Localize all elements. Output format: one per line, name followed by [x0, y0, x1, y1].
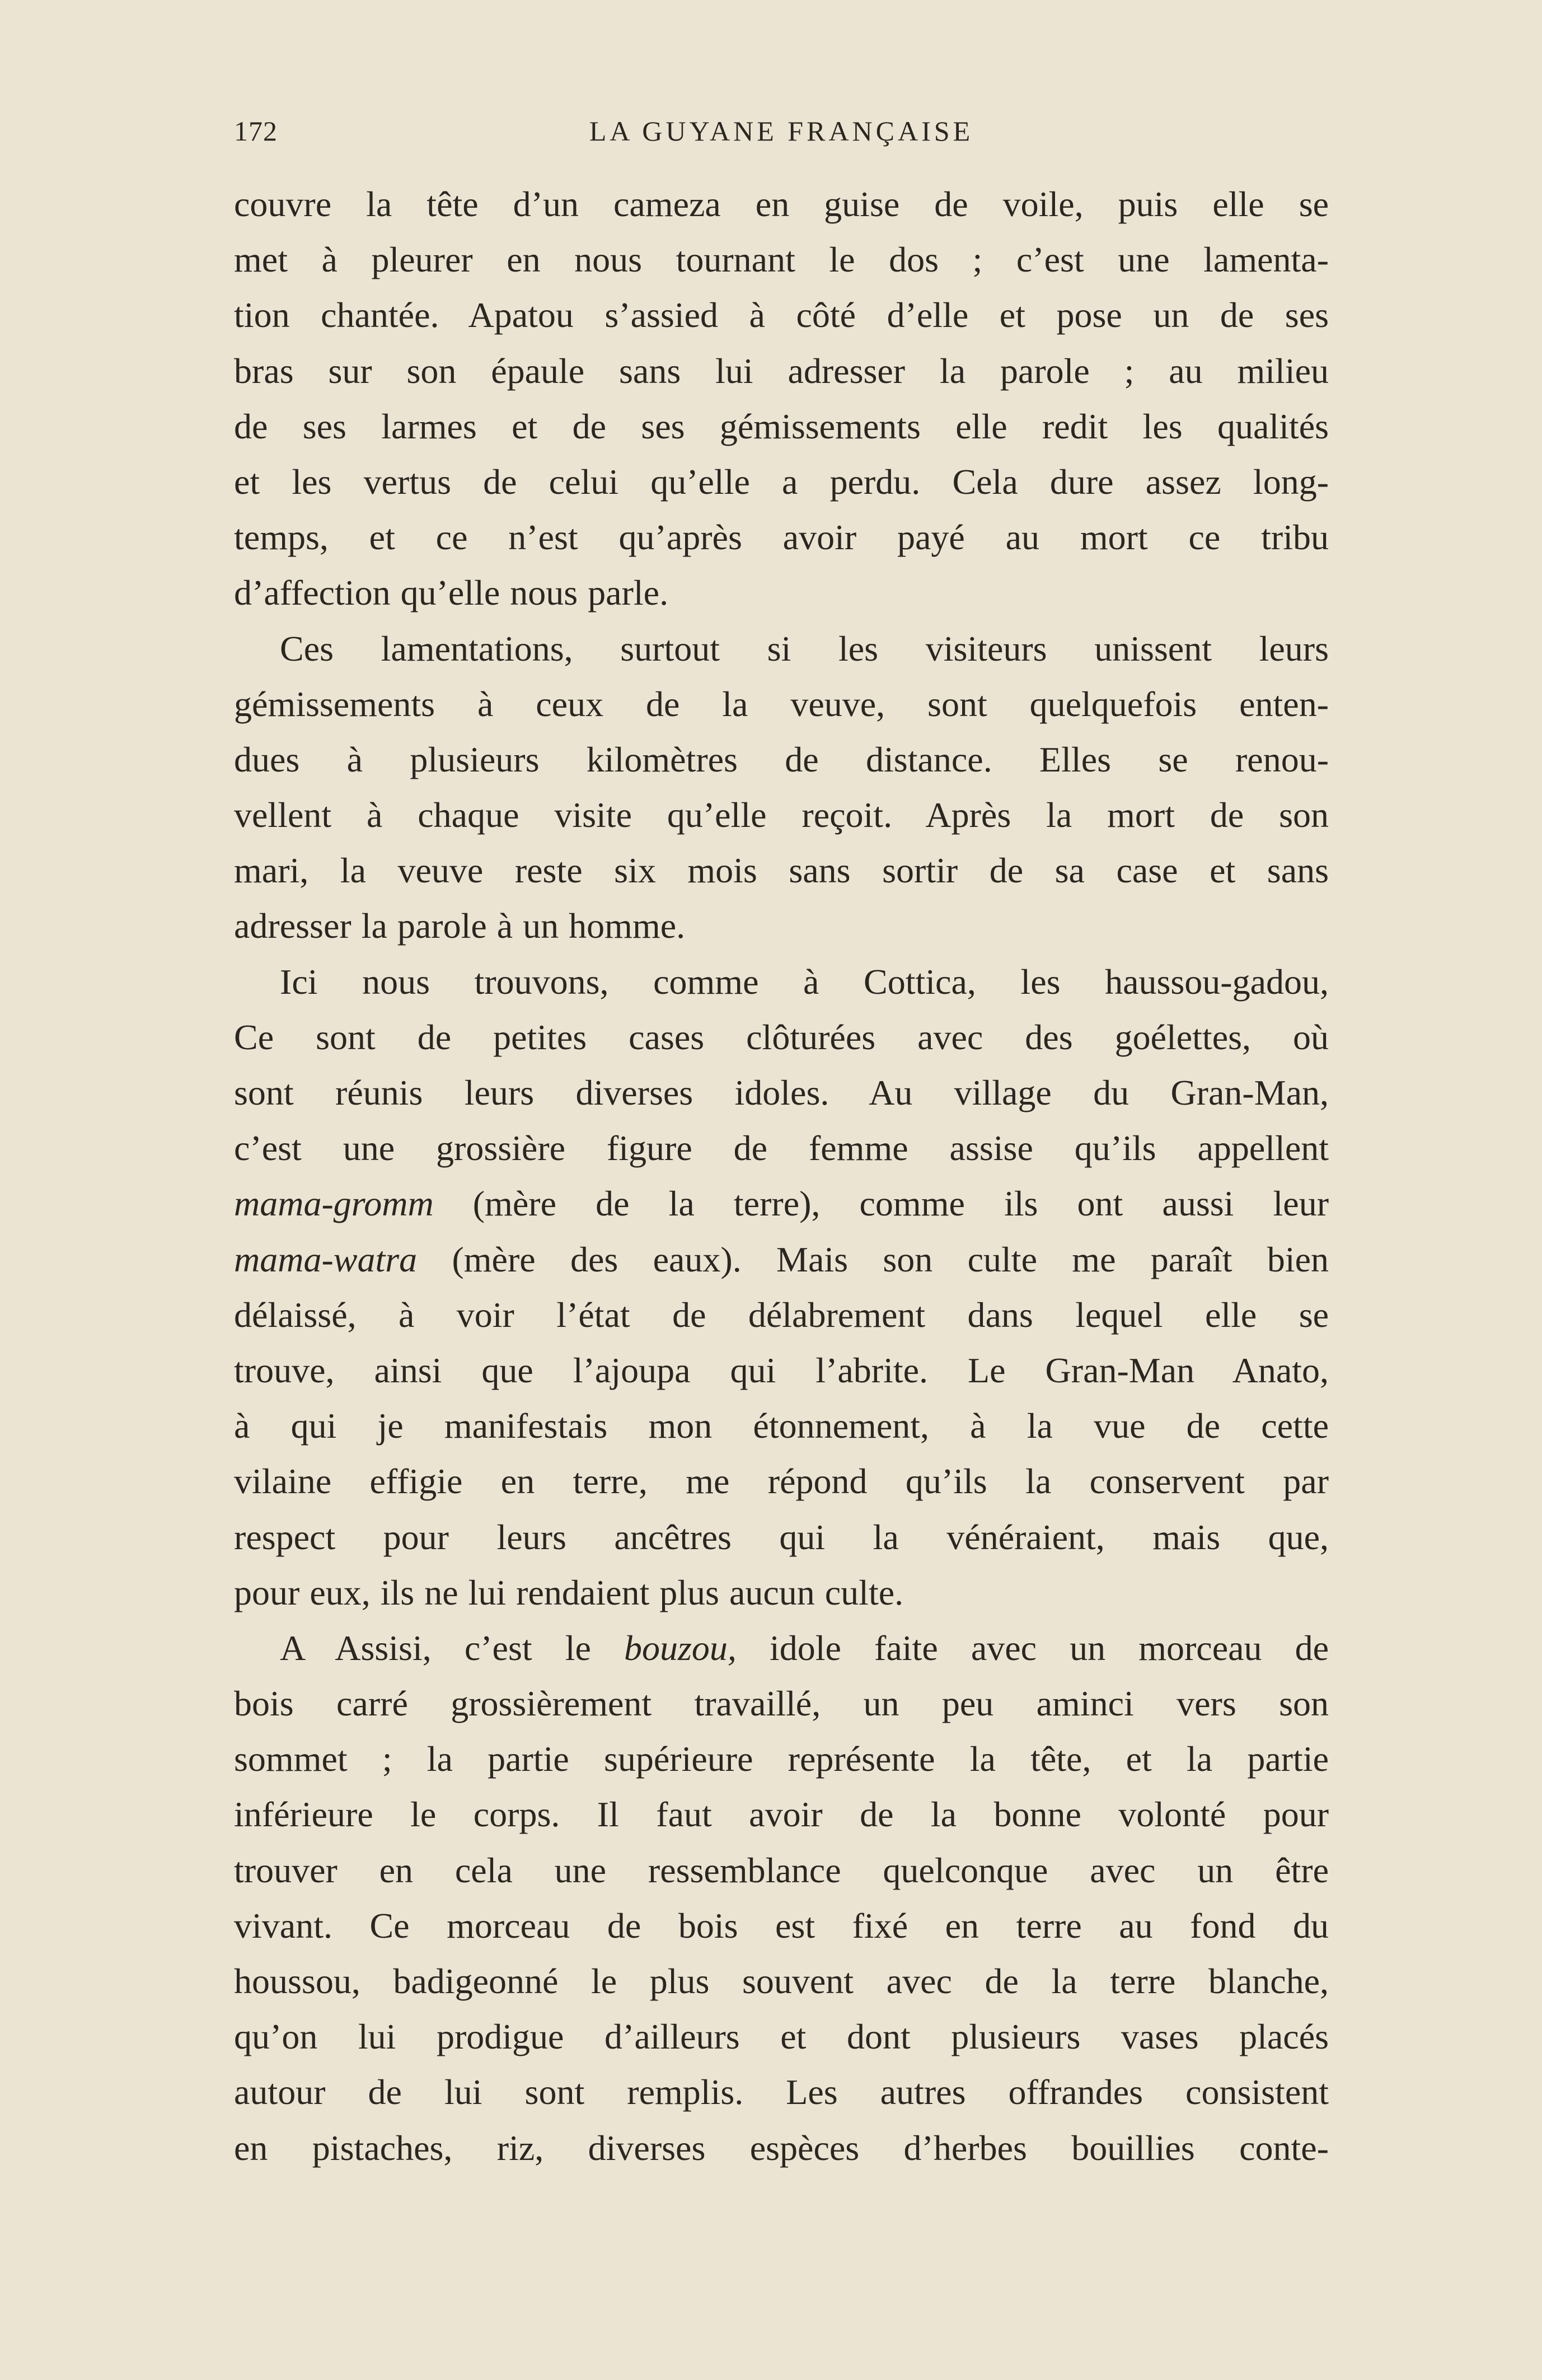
text-line: dues à plusieurs kilomètres de distance. Elles se renou- — [234, 739, 1329, 779]
paragraph — [234, 176, 1329, 621]
text-line: bois carré grossièrement travaillé, un peu aminci vers son — [234, 1684, 1329, 1724]
running-head — [234, 115, 1329, 154]
text-line — [234, 1620, 1329, 1676]
text-line: vilaine effigie en terre, me répond qu’ils la conservent par — [234, 1461, 1329, 1502]
text-line: en pistaches, riz, diverses espèces d’herbes bouillies conte- — [234, 2127, 1329, 2168]
text-line: trouve, ainsi que l’ajoupa qui l’abrite. Le Gran-Man Anato, — [234, 1350, 1329, 1390]
running-title: LA GUYANE FRANÇAISE — [589, 115, 974, 147]
line-start: A Assisi, c’est le — [280, 1628, 624, 1668]
line-rest: idole faite avec un morceau de — [736, 1628, 1329, 1668]
text-line: de ses larmes et de ses gémissements elle redit les qualités — [234, 406, 1329, 446]
text-line: couvre la tête d’un cameza en guise de voile, puis elle se — [234, 184, 1329, 224]
text-line: pour eux, ils ne lui rendaient plus aucun culte. — [234, 1572, 904, 1612]
text-line: sommet ; la partie supérieure représente la tête, et la partie — [234, 1739, 1329, 1779]
text-line: qu’on lui prodigue d’ailleurs et dont plusieurs vases placés — [234, 2017, 1329, 2057]
body-text — [234, 176, 1329, 2176]
text-line: c’est une grossière figure de femme assise qu’ils appellent — [234, 1128, 1329, 1168]
italic-term: mama-watra — [234, 1239, 418, 1279]
text-line: sont réunis leurs diverses idoles. Au village du Gran-Man, — [234, 1073, 1329, 1112]
text-line: à qui je manifestais mon étonnement, à la vue de cette — [234, 1406, 1329, 1446]
text-line: houssou, badigeonné le plus souvent avec de la terre blanche, — [234, 1961, 1329, 2001]
text-line: d’affection qu’elle nous parle. — [234, 573, 669, 613]
text-line: bras sur son épaule sans lui adresser la parole ; au milieu — [234, 350, 1329, 391]
text-line: et les vertus de celui qu’elle a perdu. Cela dure assez long- — [234, 461, 1329, 502]
paragraph — [234, 1620, 1329, 2176]
text-line: met à pleurer en nous tournant le dos ; c’est une lamenta- — [234, 240, 1329, 280]
text-line: Ici nous trouvons, comme à Cottica, les haussou-gadou, — [280, 961, 1329, 1002]
text-line: mari, la veuve reste six mois sans sortir de sa case et sans — [234, 850, 1329, 891]
italic-term: bouzou, — [624, 1628, 737, 1668]
text-line — [234, 1176, 1329, 1231]
text-line: inférieure le corps. Il faut avoir de la bonne volonté pour — [234, 1794, 1329, 1835]
text-line: vellent à chaque visite qu’elle reçoit. Après la mort de son — [234, 795, 1329, 835]
text-line: adresser la parole à un homme. — [234, 906, 686, 946]
text-line: tion chantée. Apatou s’assied à côté d’elle et pose un de ses — [234, 295, 1329, 335]
text-line: trouver en cela une ressemblance quelconque avec un être — [234, 1850, 1329, 1890]
paragraph — [234, 954, 1329, 1620]
line-rest: (mère de la terre), comme ils ont aussi leur — [433, 1184, 1329, 1224]
paragraph — [234, 621, 1329, 954]
text-line: temps, et ce n’est qu’après avoir payé au mort ce tribu — [234, 517, 1329, 558]
text-line: vivant. Ce morceau de bois est fixé en terre au fond du — [234, 1905, 1329, 1946]
text-line: Ces lamentations, surtout si les visiteurs unissent leurs — [280, 628, 1329, 668]
text-line: Ce sont de petites cases clôturées avec des goélettes, où — [234, 1017, 1329, 1057]
text-line: respect pour leurs ancêtres qui la vénéraient, mais que, — [234, 1517, 1329, 1557]
text-line — [234, 1232, 1329, 1287]
text-line: gémissements à ceux de la veuve, sont quelquefois enten- — [234, 684, 1329, 724]
text-line: délaissé, à voir l’état de délabrement dans lequel elle se — [234, 1294, 1329, 1335]
text-line: autour de lui sont remplis. Les autres offrandes consistent — [234, 2072, 1329, 2112]
page-number: 172 — [234, 115, 278, 147]
italic-term: mama-gromm — [234, 1184, 434, 1224]
line-rest: (mère des eaux). Mais son culte me paraît bien — [417, 1239, 1329, 1279]
